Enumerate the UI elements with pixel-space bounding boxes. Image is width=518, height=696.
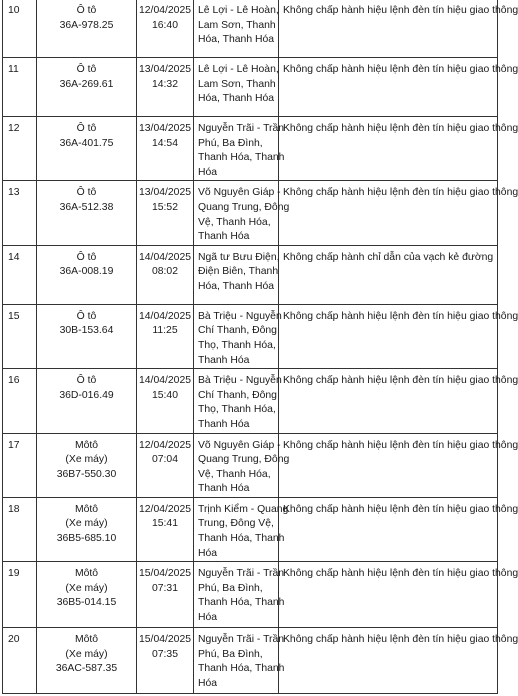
location-line: Bà Triệu - Nguyễn (198, 375, 282, 387)
table-row (3, 304, 498, 368)
violation-time: 07:35 (151, 648, 178, 660)
datetime-cell (137, 562, 194, 628)
location-line: Trịnh Kiểm - Quang (198, 503, 289, 515)
table-row (3, 562, 498, 628)
location-line: Thanh Hóa (198, 354, 250, 366)
location-line: Trung, Đông Vệ, (198, 518, 274, 530)
location-line: Lê Lợi - Lê Hoàn, (198, 5, 279, 16)
location-line: Nguyễn Trãi - Trần (198, 568, 285, 580)
violation-cell (279, 433, 518, 497)
violation-cell (279, 0, 518, 58)
vehicle-type: Môtô (74, 503, 99, 515)
stt-number: 19 (8, 568, 20, 580)
location-cell (194, 304, 282, 368)
vehicle-cell (37, 304, 137, 368)
location-line: Thanh Hóa, Thanh (198, 152, 285, 164)
violation-description: Không chấp hành chỉ dẫn của vạch kẻ đường (283, 251, 494, 263)
violation-cell (279, 304, 518, 368)
table-row (3, 0, 498, 58)
datetime-cell (137, 304, 194, 368)
stt-cell (3, 562, 37, 628)
vehicle-type: Ô tô (76, 187, 97, 199)
location-line: Hóa (198, 612, 218, 624)
violation-time: 15:40 (151, 389, 178, 401)
vehicle-type: Ô tô (76, 375, 97, 387)
table-row (3, 58, 498, 117)
location-line: Chí Thanh, Đông (198, 325, 277, 337)
vehicle-cell (37, 245, 137, 304)
vehicle-type: (Xe máy) (65, 454, 108, 466)
vehicle-type: Ô tô (76, 123, 97, 134)
location-line: Võ Nguyên Giáp - (198, 187, 281, 199)
license-plate: 36A-978.25 (59, 19, 114, 31)
stt-number: 17 (8, 439, 20, 451)
location-cell (194, 369, 282, 433)
vehicle-cell (37, 497, 137, 561)
datetime-cell (137, 181, 194, 245)
location-line: Hóa (198, 678, 218, 690)
stt-number: 16 (8, 375, 20, 387)
violation-date: 15/04/2025 (139, 634, 192, 646)
table-row (3, 628, 498, 694)
stt-number: 11 (8, 64, 19, 75)
license-plate: 36D-016.49 (59, 389, 114, 401)
datetime-cell (137, 117, 194, 181)
vehicle-cell (37, 181, 137, 245)
stt-number: 14 (8, 251, 20, 263)
violation-time: 15:41 (151, 518, 178, 530)
stt-cell (3, 369, 37, 433)
violation-date: 14/04/2025 (139, 251, 192, 263)
location-line: Thanh Hóa (198, 231, 250, 243)
violation-description: Không chấp hành hiệu lệnh đèn tín hiệu giao thông (283, 64, 518, 75)
vehicle-type: (Xe máy) (65, 648, 108, 660)
location-line: Thanh Hóa (198, 483, 250, 495)
location-cell (194, 58, 279, 117)
violation-description: Không chấp hành hiệu lệnh đèn tín hiệu giao thông (283, 310, 518, 322)
stt-number: 20 (8, 634, 20, 646)
table-row (3, 245, 498, 304)
stt-number: 18 (8, 503, 20, 515)
location-line: Quang Trung, Đông (198, 454, 290, 466)
stt-cell (3, 181, 37, 245)
vehicle-cell (37, 369, 137, 433)
violation-date: 14/04/2025 (139, 375, 192, 387)
stt-cell (3, 117, 37, 181)
vehicle-cell (37, 117, 137, 181)
table-row (3, 369, 498, 433)
location-line: Ngã tư Bưu Điện, (198, 251, 280, 263)
violation-time: 07:04 (151, 454, 178, 466)
vehicle-cell (37, 433, 137, 497)
vehicle-type: Ô tô (76, 64, 97, 75)
table-row (3, 433, 498, 497)
license-plate: 36B5-685.10 (56, 533, 117, 545)
location-line: Thanh Hóa, Thanh (198, 533, 285, 545)
location-cell (194, 117, 285, 181)
violation-cell (279, 628, 518, 694)
violation-date: 13/04/2025 (139, 187, 192, 199)
location-line: Vệ, Thanh Hóa, (198, 468, 271, 480)
violation-date: 13/04/2025 (139, 64, 192, 75)
location-cell (194, 562, 285, 628)
violation-time: 14:54 (151, 137, 178, 149)
location-line: Phú, Ba Đình, (198, 648, 263, 660)
location-line: Nguyễn Trãi - Trần (198, 123, 285, 134)
location-line: Thanh Hóa, Thanh (198, 663, 285, 675)
violation-date: 15/04/2025 (139, 568, 192, 580)
vehicle-type: Ô tô (76, 5, 97, 16)
vehicle-type: Môtô (74, 439, 99, 451)
violation-cell (279, 117, 518, 181)
location-line: Chí Thanh, Đông (198, 389, 277, 401)
violation-cell (279, 369, 518, 433)
violation-cell (279, 58, 518, 117)
datetime-cell (137, 58, 194, 117)
violation-date: 14/04/2025 (139, 310, 192, 322)
license-plate: 36A-401.75 (59, 137, 114, 149)
violation-time: 11:25 (152, 325, 178, 337)
location-cell (194, 497, 289, 561)
violation-description: Không chấp hành hiệu lệnh đèn tín hiệu giao thông (283, 187, 518, 199)
location-line: Quang Trung, Đông (198, 201, 290, 213)
location-line: Phú, Ba Đình, (198, 137, 263, 149)
location-line: Thọ, Thanh Hóa, (198, 404, 276, 416)
violation-cell (279, 181, 518, 245)
violations-table (2, 0, 518, 694)
license-plate: 30B-153.64 (59, 325, 114, 337)
vehicle-type: Ô tô (76, 310, 97, 322)
violation-date: 12/04/2025 (139, 5, 192, 16)
violation-time: 14:32 (151, 78, 178, 90)
datetime-cell (137, 497, 194, 561)
datetime-cell (137, 369, 194, 433)
location-line: Lam Sơn, Thanh (198, 78, 276, 90)
datetime-cell (137, 433, 194, 497)
stt-number: 12 (8, 123, 20, 134)
violation-description: Không chấp hành hiệu lệnh đèn tín hiệu giao thông (283, 439, 518, 451)
datetime-cell (137, 245, 194, 304)
violation-time: 15:52 (151, 201, 178, 213)
vehicle-type: Ô tô (76, 251, 97, 263)
vehicle-cell (37, 628, 137, 694)
stt-cell (3, 497, 37, 561)
location-line: Hóa, Thanh Hóa (198, 34, 275, 46)
table-row (3, 117, 498, 181)
license-plate: 36A-512.38 (59, 201, 114, 213)
violation-description: Không chấp hành hiệu lệnh đèn tín hiệu giao thông (283, 5, 518, 16)
stt-cell (3, 433, 37, 497)
stt-cell (3, 0, 37, 58)
violation-cell (279, 245, 498, 304)
stt-cell (3, 58, 37, 117)
stt-number: 15 (8, 310, 20, 322)
stt-number: 13 (8, 187, 20, 199)
location-line: Hóa (198, 547, 218, 559)
vehicle-type: Môtô (74, 634, 99, 646)
stt-cell (3, 304, 37, 368)
violation-description: Không chấp hành hiệu lệnh đèn tín hiệu giao thông (283, 123, 518, 134)
stt-cell (3, 628, 37, 694)
license-plate: 36A-008.19 (59, 266, 114, 278)
location-cell (194, 433, 290, 497)
vehicle-cell (37, 0, 137, 58)
location-line: Phú, Ba Đình, (198, 582, 263, 594)
stt-number: 10 (8, 5, 20, 16)
violations-table-body (3, 0, 518, 694)
license-plate: 36AC-587.35 (55, 663, 118, 675)
location-line: Bà Triệu - Nguyễn (198, 310, 282, 322)
location-line: Thanh Hóa (198, 418, 250, 430)
location-cell (194, 628, 285, 694)
location-line: Vệ, Thanh Hóa, (198, 216, 271, 228)
license-plate: 36B7-550.30 (56, 468, 117, 480)
location-line: Hóa (198, 166, 218, 178)
violation-description: Không chấp hành hiệu lệnh đèn tín hiệu giao thông (283, 568, 518, 580)
vehicle-type: Môtô (74, 568, 99, 580)
stt-cell (3, 245, 37, 304)
table-row (3, 497, 498, 561)
violation-time: 08:02 (151, 266, 178, 278)
location-cell (194, 245, 279, 304)
location-line: Võ Nguyên Giáp - (198, 439, 281, 451)
violation-description: Không chấp hành hiệu lệnh đèn tín hiệu giao thông (283, 503, 518, 515)
datetime-cell (137, 628, 194, 694)
location-line: Lê Lợi - Lê Hoàn, (198, 64, 279, 75)
violation-description: Không chấp hành hiệu lệnh đèn tín hiệu giao thông (283, 375, 518, 387)
location-line: Hóa, Thanh Hóa (198, 93, 275, 105)
violation-description: Không chấp hành hiệu lệnh đèn tín hiệu giao thông (283, 634, 518, 646)
vehicle-type: (Xe máy) (65, 582, 108, 594)
location-line: Thọ, Thanh Hóa, (198, 339, 276, 351)
datetime-cell (137, 0, 194, 58)
violation-date: 12/04/2025 (139, 439, 192, 451)
table-row (3, 181, 498, 245)
violation-date: 13/04/2025 (139, 123, 192, 134)
vehicle-cell (37, 58, 137, 117)
location-cell (194, 0, 279, 58)
license-plate: 36A-269.61 (59, 78, 114, 90)
location-line: Nguyễn Trãi - Trần (198, 634, 285, 646)
violation-time: 16:40 (151, 19, 178, 31)
location-line: Điện Biên, Thanh (198, 266, 279, 278)
vehicle-type: (Xe máy) (65, 518, 108, 530)
violation-date: 12/04/2025 (139, 503, 192, 515)
location-line: Thanh Hóa, Thanh (198, 597, 285, 609)
vehicle-cell (37, 562, 137, 628)
violation-time: 07:31 (151, 582, 178, 594)
violation-cell (279, 497, 518, 561)
license-plate: 36B5-014.15 (56, 597, 117, 609)
violation-cell (279, 562, 518, 628)
location-line: Hóa, Thanh Hóa (198, 280, 275, 292)
location-cell (194, 181, 290, 245)
location-line: Lam Sơn, Thanh (198, 19, 276, 31)
